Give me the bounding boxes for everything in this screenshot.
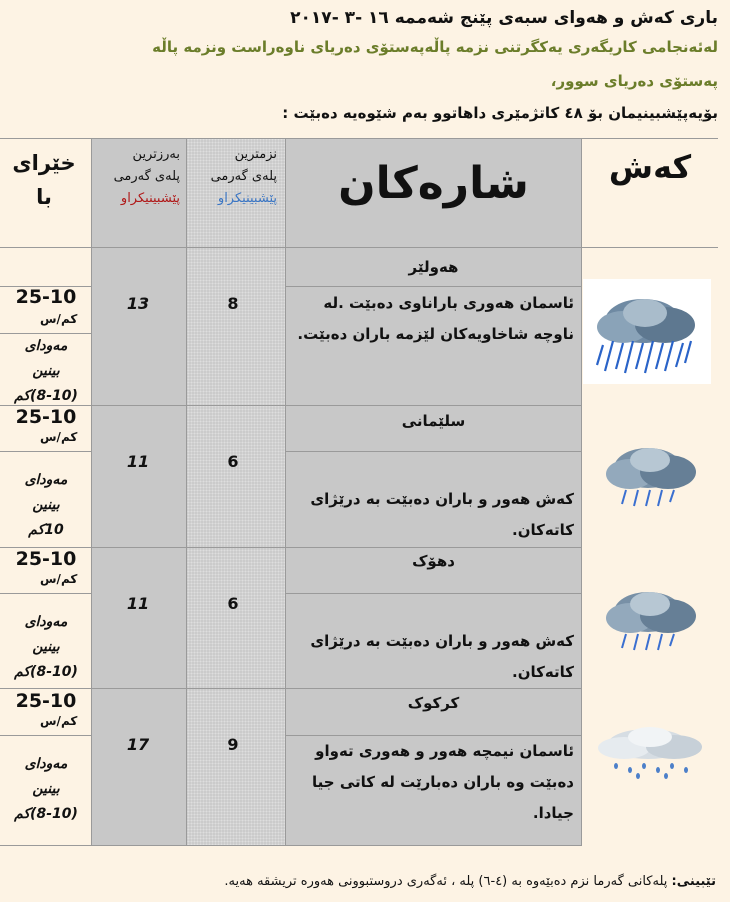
high-temp-value: 11 xyxy=(126,594,150,613)
heavy-rain-cloud-icon xyxy=(583,279,711,384)
high-temp-value: 17 xyxy=(126,735,150,754)
visibility: مەودای بینین (8-10)کم xyxy=(14,756,78,822)
rain-cloud-icon xyxy=(598,438,703,513)
city-name: هەولێر xyxy=(408,258,459,276)
high-temp-header: بەرزترین پلەی گەرمی پێشبینیکراو xyxy=(113,147,180,206)
forecast-table xyxy=(0,138,718,846)
low-temp-value: 6 xyxy=(227,452,239,471)
clouds-header: کەش xyxy=(608,148,692,186)
wind-unit: کم/س xyxy=(40,312,78,326)
weather-description: کەش هەور و باران دەبێت بە درێژای کاتەکان. xyxy=(310,490,574,539)
city-name: کرکوک xyxy=(407,694,460,712)
wind-column-header: خێرای با xyxy=(12,151,76,209)
wind-unit: کم/س xyxy=(40,572,78,586)
light-rain-cloud-icon xyxy=(590,722,708,782)
high-temp-value: 13 xyxy=(126,294,150,313)
weather-description: کەش هەور و باران دەبێت بە درێژای کاتەکان. xyxy=(310,632,574,681)
report-subtitle-line1: لەئەنجامی کاریگەری یەکگرتنی نزمە پاڵەپەستۆی دەریای ناوەراست ونزمە پاڵە xyxy=(152,38,718,56)
low-temp-header: نزمترین پلەی گەرمی پێشبینیکراو xyxy=(210,147,277,206)
visibility: مەودای بینین (8-10)کم xyxy=(14,614,78,680)
wind-unit: کم/س xyxy=(40,430,78,444)
report-title: باری کەش و هەوای سبەی پێنج شەممە ١٦ -٣ -٢٠١٧ xyxy=(290,8,718,28)
low-temp-value: 6 xyxy=(227,594,239,613)
wind-speed: 25-10 xyxy=(15,406,77,428)
cities-header: شارەکان xyxy=(338,158,529,209)
weather-description: ئاسمان هەوری باراناوی دەبێت .لە ناوچە شاخاویەکان لێزمە باران دەبێت. xyxy=(297,294,574,343)
wind-speed: 25-10 xyxy=(15,548,77,570)
low-temp-value: 8 xyxy=(227,294,239,313)
city-name: سلێمانی xyxy=(401,412,466,430)
wind-unit: کم/س xyxy=(40,714,78,728)
wind-speed: 25-10 xyxy=(15,690,77,712)
report-subtitle-line2: پەستۆی دەریای سوور، xyxy=(550,72,718,90)
high-temp-value: 11 xyxy=(126,452,150,471)
rain-cloud-icon xyxy=(598,582,703,657)
visibility: مەودای بینین 10کم xyxy=(24,472,68,538)
city-name: دهۆک xyxy=(412,552,455,570)
visibility: مەودای بینین (8-10)کم xyxy=(14,338,78,404)
forecast-intro: بۆیەپێشبینیمان بۆ ٤٨ کاتژمێری داهاتوو بەم شێوەیە دەبێت : xyxy=(282,104,718,122)
wind-speed: 25-10 xyxy=(15,286,77,308)
weather-description: ئاسمان نیمچە هەور و هەوری تەواو دەبێت وە باران دەبارێت لە کاتی جیا جیادا. xyxy=(312,742,574,822)
footer-note: تێبینی: پلەکانی گەرما نزم دەبێەوە بە (٤-٦) پلە ، ئەگەری دروستبوونی هەورە تریشقە هەیە. xyxy=(224,874,716,889)
low-temp-value: 9 xyxy=(227,735,239,754)
